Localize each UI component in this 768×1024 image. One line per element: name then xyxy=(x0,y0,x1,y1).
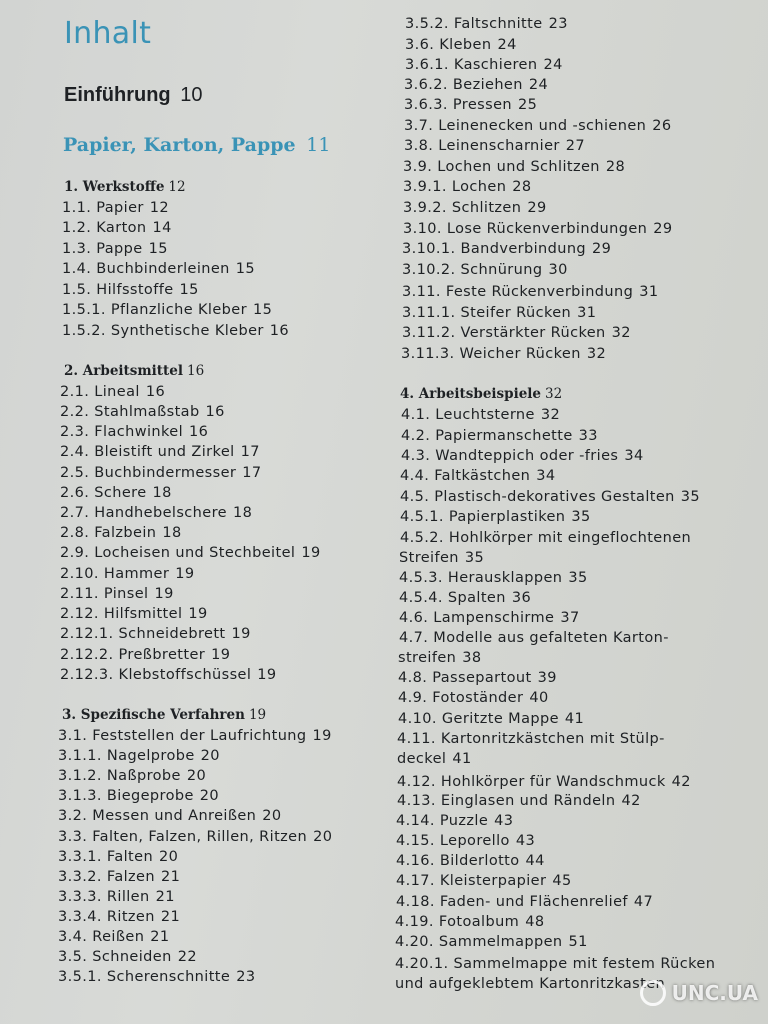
toc-entry-label: 3.6.1. Kaschieren xyxy=(405,57,538,73)
toc-entry-page: 35 xyxy=(571,509,591,525)
toc-entry-label: 3.3. Falten, Falzen, Rillen, Ritzen xyxy=(58,829,308,845)
toc-entry xyxy=(60,444,260,460)
toc-entry-label: 4.1. Leuchtsterne xyxy=(401,407,535,423)
toc-entry xyxy=(404,77,548,93)
intro-page: 10 xyxy=(180,84,203,106)
toc-entry-label: 3.3.3. Rillen xyxy=(58,889,150,905)
toc-entry-label: 4.5.2. Hohlkörper mit eingeflochtenen xyxy=(400,530,692,546)
toc-entry xyxy=(60,586,174,602)
watermark-logo-icon xyxy=(640,980,666,1006)
toc-entry xyxy=(58,849,178,865)
toc-entry-page: 20 xyxy=(199,788,220,804)
toc-entry-label: 2.9. Locheisen und Stechbeitel xyxy=(60,545,296,561)
section-page: 32 xyxy=(545,386,563,402)
toc-entry xyxy=(401,428,598,444)
toc-entry-label: 2.2. Stahlmaßstab xyxy=(60,404,200,420)
toc-entry xyxy=(62,261,255,277)
toc-entry-page: 20 xyxy=(313,829,333,845)
toc-entry-page: 37 xyxy=(560,610,580,626)
toc-entry-page: 51 xyxy=(568,934,588,950)
toc-entry-page: 24 xyxy=(497,37,517,53)
toc-entry xyxy=(402,284,658,300)
toc-entry xyxy=(399,570,588,586)
toc-entry xyxy=(403,221,673,237)
toc-entry xyxy=(60,606,208,622)
section-page: 16 xyxy=(186,363,205,379)
toc-entry-label: 3.9.1. Lochen xyxy=(403,179,507,195)
toc-entry xyxy=(402,325,631,341)
toc-entry-label: 2.12. Hilfsmittel xyxy=(60,606,183,622)
toc-entry xyxy=(401,346,606,362)
toc-entry-page: 28 xyxy=(605,159,626,175)
toc-entry-label: 4.10. Geritzte Mappe xyxy=(398,711,559,727)
toc-entry-label: streifen xyxy=(398,650,457,666)
toc-entry-page: 19 xyxy=(211,647,231,663)
toc-entry-page: 36 xyxy=(511,590,532,606)
toc-entry xyxy=(60,465,262,481)
toc-entry xyxy=(404,138,585,154)
toc-entry-page: 15 xyxy=(148,241,168,257)
toc-entry-page: 16 xyxy=(145,384,166,400)
toc-entry-label: 2.12.3. Klebstoffschüssel xyxy=(60,667,252,683)
toc-entry xyxy=(397,793,641,809)
section-label: 3. Spezifische Verfahren xyxy=(62,707,245,723)
toc-entry xyxy=(58,969,255,985)
toc-entry xyxy=(60,525,182,541)
toc-entry-label: 2.12.2. Preßbretter xyxy=(60,647,206,663)
toc-entry-label: 3.9. Lochen und Schlitzen xyxy=(403,159,600,175)
toc-entry xyxy=(403,159,625,175)
toc-entry xyxy=(404,97,537,113)
part-page: 11 xyxy=(306,134,331,156)
toc-entry-page: 38 xyxy=(462,650,482,666)
toc-entry-label: 1.2. Karton xyxy=(62,220,147,236)
toc-entry-label: 2.8. Falzbein xyxy=(60,525,157,541)
toc-entry-label: 4.4. Faltkästchen xyxy=(400,468,531,484)
toc-entry-page: 18 xyxy=(162,525,182,541)
toc-entry-label: 1.5.2. Synthetische Kleber xyxy=(62,323,264,339)
toc-entry-label: Streifen xyxy=(399,550,459,566)
toc-entry-page: 24 xyxy=(528,77,549,93)
toc-entry-label: 4.14. Puzzle xyxy=(396,813,489,829)
toc-entry xyxy=(396,894,653,910)
part-label: Papier, Karton, Pappe xyxy=(63,134,296,156)
toc-entry-page: 48 xyxy=(525,914,545,930)
toc-entry-label: 4.12. Hohlkörper für Wandschmuck xyxy=(397,774,666,790)
section-label: 2. Arbeitsmittel xyxy=(64,363,183,379)
toc-entry-label: 2.10. Hammer xyxy=(60,566,170,582)
toc-entry-page: 19 xyxy=(312,728,332,744)
toc-entry-label: 4.5.4. Spalten xyxy=(399,590,506,606)
toc-entry-label: 3.11.3. Weicher Rücken xyxy=(401,346,581,362)
toc-entry-label: 3.6.3. Pressen xyxy=(404,97,512,113)
toc-entry xyxy=(398,690,549,706)
toc-entry xyxy=(396,833,535,849)
toc-entry xyxy=(403,179,532,195)
toc-entry-label: 2.5. Buchbindermesser xyxy=(60,465,237,481)
toc-entry-label: 1.5. Hilfsstoffe xyxy=(62,282,174,298)
toc-entry-label: 2.3. Flachwinkel xyxy=(60,424,184,440)
toc-entry-page: 42 xyxy=(671,774,691,790)
toc-entry-label: 3.1.1. Nagelprobe xyxy=(58,748,195,764)
toc-entry-label: 4.13. Einglasen und Rändeln xyxy=(397,793,616,809)
section-heading-spezifische-verfahren xyxy=(62,707,266,723)
toc-entry-page: 32 xyxy=(540,407,561,423)
toc-entry-label: 1.5.1. Pflanzliche Kleber xyxy=(62,302,247,318)
toc-entry-label: 4.20.1. Sammelmappe mit festem Rücken xyxy=(395,956,716,972)
toc-entry-page: 35 xyxy=(568,570,588,586)
toc-entry-page: 45 xyxy=(552,873,572,889)
toc-entry xyxy=(402,262,568,278)
toc-entry-page: 19 xyxy=(175,566,195,582)
toc-entry xyxy=(62,323,289,339)
toc-entry xyxy=(397,731,665,747)
toc-entry-label: 2.7. Handhebelschere xyxy=(60,505,227,521)
toc-entry-page: 15 xyxy=(235,261,256,277)
toc-entry-label: 3.4. Reißen xyxy=(58,929,145,945)
toc-entry-page: 34 xyxy=(536,468,556,484)
toc-entry-page: 18 xyxy=(152,485,172,501)
toc-entry-label: 2.4. Bleistift und Zirkel xyxy=(60,444,235,460)
toc-entry-page: 20 xyxy=(186,768,207,784)
toc-entry-page: 16 xyxy=(269,323,290,339)
toc-entry xyxy=(396,853,545,869)
toc-entry-page: 17 xyxy=(240,444,260,460)
toc-entry-page: 29 xyxy=(527,200,547,216)
toc-entry xyxy=(58,889,175,905)
toc-entry xyxy=(398,650,482,666)
toc-entry-label: 3.5.1. Scherenschnitte xyxy=(58,969,231,985)
toc-entry xyxy=(399,550,484,566)
toc-entry xyxy=(60,384,165,400)
intro-label: Einführung xyxy=(64,84,171,106)
toc-entry-label: 4.5.1. Papierplastiken xyxy=(400,509,566,525)
toc-entry-label: 3.10. Lose Rückenverbindungen xyxy=(403,221,648,237)
toc-entry-page: 19 xyxy=(257,667,277,683)
toc-entry-label: 3.5. Schneiden xyxy=(58,949,172,965)
toc-entry xyxy=(397,751,472,767)
toc-entry-label: 2.11. Pinsel xyxy=(60,586,149,602)
toc-entry-label: 3.2. Messen und Anreißen xyxy=(58,808,257,824)
toc-entry-page: 12 xyxy=(149,200,170,216)
toc-entry-label: und aufgeklebtem Kartonritzkasten xyxy=(395,976,666,992)
toc-entry-label: 4.19. Fotoalbum xyxy=(395,914,520,930)
toc-entry-label: 4.9. Fotoständer xyxy=(398,690,524,706)
toc-entry-page: 27 xyxy=(565,138,586,154)
section-label: 4. Arbeitsbeispiele xyxy=(400,386,542,402)
toc-entry-page: 19 xyxy=(231,626,251,642)
toc-entry xyxy=(404,118,672,134)
toc-entry-label: 3.1.3. Biegeprobe xyxy=(58,788,194,804)
toc-entry xyxy=(60,404,225,420)
toc-entry-page: 22 xyxy=(177,949,197,965)
toc-entry-label: 4.16. Bilderlotto xyxy=(396,853,520,869)
toc-entry xyxy=(403,200,547,216)
toc-entry-page: 34 xyxy=(624,448,644,464)
toc-entry-label: 3.5.2. Faltschnitte xyxy=(405,16,543,32)
toc-entry-label: 3.1. Feststellen der Laufrichtung xyxy=(58,728,307,744)
toc-entry-label: 3.3.1. Falten xyxy=(58,849,154,865)
toc-entry xyxy=(401,407,560,423)
toc-entry-page: 23 xyxy=(236,969,256,985)
toc-entry xyxy=(60,647,230,663)
toc-entry xyxy=(60,485,172,501)
toc-entry-page: 20 xyxy=(159,849,179,865)
toc-entry-label: 2.1. Lineal xyxy=(60,384,140,400)
toc-entry-page: 29 xyxy=(653,221,673,237)
toc-entry-page: 21 xyxy=(150,929,170,945)
toc-entry-page: 31 xyxy=(639,284,659,300)
toc-entry xyxy=(62,200,169,216)
toc-entry-page: 43 xyxy=(494,813,514,829)
toc-entry-page: 21 xyxy=(155,889,175,905)
toc-entry-page: 19 xyxy=(154,586,174,602)
toc-entry-page: 30 xyxy=(548,262,568,278)
part-heading xyxy=(63,134,330,156)
toc-entry xyxy=(395,976,665,992)
toc-entry-label: 3.10.1. Bandverbindung xyxy=(402,241,587,257)
toc-entry xyxy=(395,914,544,930)
toc-entry-page: 47 xyxy=(633,894,654,910)
toc-entry xyxy=(405,37,517,53)
intro-entry xyxy=(64,84,202,107)
toc-entry-page: 17 xyxy=(242,465,262,481)
toc-entry xyxy=(399,610,580,626)
toc-entry-page: 23 xyxy=(548,16,568,32)
toc-entry xyxy=(399,590,531,606)
page-title: Inhalt xyxy=(64,16,152,51)
section-label: 1. Werkstoffe xyxy=(64,179,165,195)
toc-entry-label: 4.18. Faden- und Flächenrelief xyxy=(396,894,628,910)
toc-entry-page: 21 xyxy=(160,869,181,885)
toc-entry xyxy=(62,241,168,257)
toc-entry xyxy=(62,220,172,236)
toc-entry-label: 3.9.2. Schlitzen xyxy=(403,200,522,216)
toc-entry-label: 3.7. Leinenecken und -schienen xyxy=(404,118,647,134)
toc-entry xyxy=(60,626,251,642)
toc-entry-label: 4.20. Sammelmappen xyxy=(395,934,563,950)
toc-entry-label: 4.3. Wandteppich oder -fries xyxy=(401,448,619,464)
toc-entry-page: 32 xyxy=(586,346,607,362)
toc-entry-page: 35 xyxy=(464,550,485,566)
toc-entry-page: 41 xyxy=(452,751,472,767)
toc-entry-page: 14 xyxy=(152,220,172,236)
toc-entry xyxy=(60,424,208,440)
toc-entry-page: 39 xyxy=(537,670,557,686)
toc-entry-label: 4.15. Leporello xyxy=(396,833,510,849)
toc-entry-label: 3.8. Leinenscharnier xyxy=(404,138,560,154)
toc-entry-page: 41 xyxy=(564,711,585,727)
toc-entry-page: 25 xyxy=(518,97,538,113)
toc-entry xyxy=(58,949,197,965)
toc-entry-page: 20 xyxy=(262,808,282,824)
toc-entry xyxy=(60,545,321,561)
toc-entry-page: 16 xyxy=(189,424,209,440)
toc-entry-page: 31 xyxy=(577,305,597,321)
toc-entry-label: 3.3.4. Ritzen xyxy=(58,909,155,925)
toc-entry xyxy=(58,808,282,824)
toc-entry-label: 3.11.1. Steifer Rücken xyxy=(402,305,572,321)
toc-entry-label: 4.5. Plastisch-dekoratives Gestalten xyxy=(400,489,675,505)
toc-entry xyxy=(58,829,332,845)
toc-entry-label: 1.3. Pappe xyxy=(62,241,143,257)
toc-entry-label: 4.17. Kleisterpapier xyxy=(396,873,547,889)
watermark-text: UNC.UA xyxy=(671,981,758,1005)
toc-entry xyxy=(397,774,691,790)
toc-entry-label: 2.12.1. Schneidebrett xyxy=(60,626,226,642)
toc-entry xyxy=(402,305,596,321)
toc-entry-page: 44 xyxy=(525,853,545,869)
toc-entry-label: 3.6.2. Beziehen xyxy=(404,77,523,93)
toc-entry-label: 3.3.2. Falzen xyxy=(58,869,155,885)
toc-entry-label: 4.7. Modelle aus gefalteten Karton- xyxy=(399,630,669,646)
watermark-stamp xyxy=(640,980,758,1006)
toc-entry-page: 29 xyxy=(592,241,612,257)
toc-entry xyxy=(398,670,557,686)
toc-entry-label: 2.6. Schere xyxy=(60,485,147,501)
toc-entry-page: 21 xyxy=(160,909,181,925)
toc-entry xyxy=(400,509,591,525)
toc-entry-page: 20 xyxy=(200,748,220,764)
toc-entry-label: 3.1.2. Naßprobe xyxy=(58,768,181,784)
toc-entry-page: 32 xyxy=(611,325,631,341)
toc-entry xyxy=(398,711,584,727)
toc-entry-page: 40 xyxy=(529,690,549,706)
toc-entry xyxy=(395,956,715,972)
toc-entry xyxy=(58,728,332,744)
toc-entry-label: 4.8. Passepartout xyxy=(398,670,532,686)
toc-entry-label: 4.11. Kartonritzkästchen mit Stülp- xyxy=(397,731,665,747)
toc-entry-label: 3.11.2. Verstärkter Rücken xyxy=(402,325,606,341)
section-heading-arbeitsmittel xyxy=(64,363,204,379)
toc-entry-label: deckel xyxy=(397,751,447,767)
toc-entry-page: 28 xyxy=(512,179,532,195)
toc-entry xyxy=(405,16,568,32)
toc-entry-label: 1.4. Buchbinderleinen xyxy=(62,261,230,277)
toc-entry xyxy=(399,630,669,646)
toc-entry xyxy=(396,813,513,829)
toc-entry-label: 3.6. Kleben xyxy=(405,37,492,53)
toc-entry xyxy=(62,302,272,318)
toc-entry xyxy=(402,241,611,257)
toc-entry xyxy=(62,282,199,298)
toc-entry-page: 15 xyxy=(179,282,199,298)
toc-entry xyxy=(58,768,206,784)
toc-entry-label: 4.2. Papiermanschette xyxy=(401,428,573,444)
toc-entry-label: 3.11. Feste Rückenverbindung xyxy=(402,284,634,300)
toc-entry-label: 3.10.2. Schnürung xyxy=(402,262,543,278)
toc-entry xyxy=(405,57,563,73)
toc-entry-page: 26 xyxy=(652,118,672,134)
toc-entry xyxy=(60,566,195,582)
section-page: 19 xyxy=(248,707,267,723)
toc-entry xyxy=(60,667,277,683)
toc-entry xyxy=(400,530,691,546)
toc-entry-page: 18 xyxy=(232,505,253,521)
toc-entry xyxy=(58,909,180,925)
section-heading-arbeitsbeispiele xyxy=(400,386,562,402)
toc-entry-page: 43 xyxy=(515,833,536,849)
toc-entry xyxy=(400,489,700,505)
toc-entry xyxy=(60,505,252,521)
toc-entry xyxy=(58,788,219,804)
toc-entry xyxy=(58,869,180,885)
toc-entry-page: 42 xyxy=(621,793,641,809)
toc-entry xyxy=(396,873,572,889)
toc-entry-label: 1.1. Papier xyxy=(62,200,144,216)
toc-entry-page: 24 xyxy=(543,57,563,73)
toc-entry xyxy=(58,929,170,945)
toc-entry-page: 19 xyxy=(188,606,208,622)
toc-entry-label: 4.6. Lampenschirme xyxy=(399,610,555,626)
section-page: 12 xyxy=(168,179,186,195)
toc-entry xyxy=(58,748,220,764)
toc-entry xyxy=(395,934,588,950)
toc-entry-page: 33 xyxy=(578,428,598,444)
toc-entry xyxy=(401,448,644,464)
toc-entry-page: 35 xyxy=(680,489,701,505)
toc-entry-label: 4.5.3. Herausklappen xyxy=(399,570,563,586)
toc-entry-page: 16 xyxy=(205,404,225,420)
section-heading-werkstoffe xyxy=(64,179,186,195)
toc-entry-page: 15 xyxy=(252,302,273,318)
toc-entry xyxy=(400,468,556,484)
toc-entry-page: 19 xyxy=(301,545,321,561)
